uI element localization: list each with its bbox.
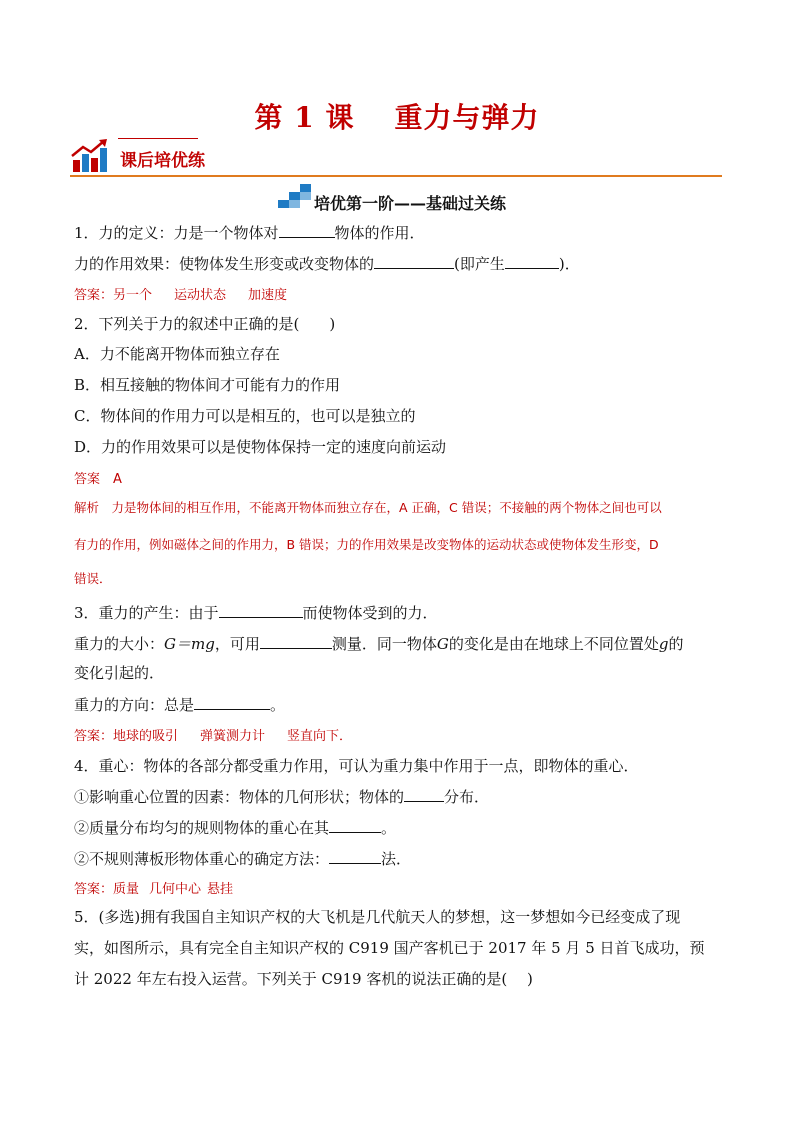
q3-line3: 变化引起的． [74,664,165,682]
blank [329,849,381,864]
q3-line4 [74,694,285,715]
blank [260,634,332,649]
text: 重力的大小： [74,635,165,653]
q2-option-d: D．力的作用效果可以是使物体保持一定的速度向前运动 [74,438,447,456]
q2-option-a: A．力不能离开物体而独立存在 [74,345,280,363]
text: 的变化是由在地球上不同位置处 [448,635,659,653]
text: 的 [668,635,684,653]
q5-line2: 实，如图所示，具有完全自主知识产权的 C919 国产客机已于 2017 年 5 月 5 日首飞成功，预 [74,939,705,957]
subtitle: 培优第一阶——基础过关练 [314,194,507,213]
q5-line3: 计 2022 年左右投入运营。下列关于 C919 客机的说法正确的是( ) [74,970,533,988]
q1-answer [74,284,287,303]
answer-item: 弹簧测力计 [200,729,266,744]
answer-item: 地球的吸引 [113,729,179,744]
symbol: G [436,635,449,653]
q2-option-b: B．相互接触的物体间才可能有力的作用 [74,376,341,394]
text: 物体的作用． [334,224,425,242]
bar-chart-trend-icon [70,138,110,174]
text: )． [558,255,580,273]
text: ①影响重心位置的因素：物体的几何形状；物体的 [74,788,405,806]
answer-item: 质量 [113,882,140,897]
answer-label: 答案： [74,729,114,744]
blank [219,603,303,618]
q4-line1: 4．重心：物体的各部分都受重力作用，可认为重力集中作用于一点，即物体的重心． [74,757,639,775]
answer-item: 加速度 [248,288,288,303]
stairs-icon [278,183,312,209]
q3-line2 [74,633,683,654]
q1-line2 [74,253,580,274]
text: 。 [270,696,286,714]
answer-item: 另一个 [113,288,153,303]
symbol: g [658,635,669,653]
q3-line1 [74,602,438,623]
q1-line1 [74,222,425,243]
blank [279,223,335,238]
q2-explanation-line1: 解析 力是物体间的相互作用，不能离开物体而独立存在，A 正确，C 错误；不接触的两个物体之间也可以 [74,500,662,515]
q2-stem: 2．下列关于力的叙述中正确的是( ) [74,315,336,333]
blank [194,695,270,710]
answer-item: 悬挂 [207,882,234,897]
q4-answer [74,878,233,897]
q5-line1: 5．(多选)拥有我国自主知识产权的大飞机是几代航天人的梦想，这一梦想如今已经变成了现 [74,908,681,926]
text: 而使物体受到的力． [302,604,438,622]
blank [404,787,444,802]
text: 3．重力的产生：由于 [74,604,219,622]
blank [505,254,559,269]
section-divider [70,175,722,177]
q2-answer: 答案 A [74,472,122,487]
q2-explanation-line3: 错误． [74,571,112,586]
text: 法． [381,850,412,868]
lesson-number: 第 1 课 [254,101,355,134]
text: 1．力的定义：力是一个物体对 [74,224,279,242]
blank [329,818,381,833]
answer-label: 答案： [74,288,114,303]
blank [374,254,454,269]
answer-label: 答案： [74,882,114,897]
q3-answer [74,725,352,744]
q4-line4 [74,848,411,869]
answer-item: 运动状态 [174,288,227,303]
text: 测量．同一物体 [331,635,437,653]
lesson-name: 重力与弹力 [394,101,540,134]
text: 重力的方向：总是 [74,696,195,714]
text: ②不规则薄板形物体重心的确定方法： [74,850,330,868]
section-label: 课后培优练 [120,151,205,171]
q2-explanation-line2: 有力的作用，例如磁体之间的作用力，B 错误；力的作用效果是改变物体的运动状态或使物体发生形变，D [74,537,659,552]
section-topline [118,138,198,139]
text: 分布． [444,788,490,806]
text: 。 [381,819,397,837]
answer-item: 几何中心 [149,882,202,897]
formula: G＝mg [164,635,215,653]
text: (即产生 [454,255,505,273]
text: ，可用 [214,635,260,653]
q2-option-c: C．物体间的作用力可以是相互的，也可以是独立的 [74,407,416,425]
text: ②质量分布均匀的规则物体的重心在其 [74,819,330,837]
text: 力的作用效果：使物体发生形变或改变物体的 [74,255,375,273]
page-title [0,96,794,136]
q4-line3 [74,817,396,838]
answer-item: 竖直向下． [287,729,353,744]
q4-line2 [74,786,489,807]
